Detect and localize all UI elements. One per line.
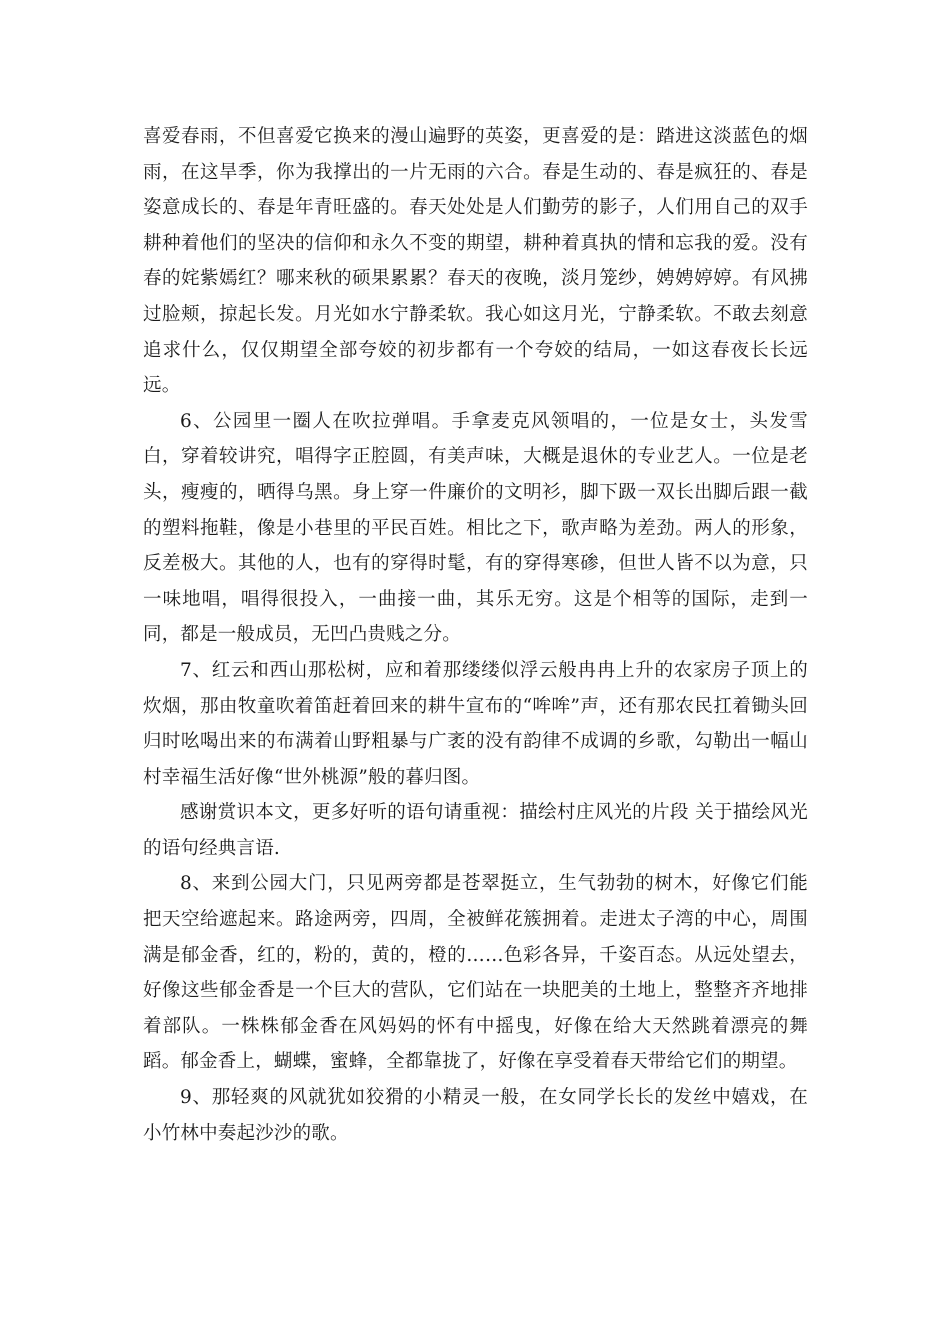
paragraph-thanks-note: 感谢赏识本文，更多好听的语句请重视：描绘村庄风光的片段 关于描绘风光的语句经典言语. xyxy=(143,802,808,859)
paragraph-8-park-tulips: 8、来到公园大门，只见两旁都是苍翠挺立，生气勃勃的树木，好像它们能把天空给遮起来。路途两旁，四周，全被鲜花簇拥着。走进太子湾的中心，周围满是郁金香，红的，粉的，黄的，橙的……色彩各异，千姿百态。从远处望去，好像这些郁金香是一个巨大的营队，它们站在一块肥美的土地上，整整齐齐地排着部队。一株株郁金香在风妈妈的怀有中摇曳，好像在给大天然跳着漂亮的舞蹈。郁金香上，蝴蝶，蜜蜂，全都靠拢了，好像在享受着春天带给它们的期望。 xyxy=(143,873,808,1073)
paragraph-9-breeze: 9、那轻爽的风就犹如狡猾的小精灵一般，在女同学长长的发丝中嬉戏，在小竹林中奏起沙沙的歌。 xyxy=(143,1087,808,1144)
paragraph-6-park-singing: 6、公园里一圈人在吹拉弹唱。手拿麦克风领唱的，一位是女士，头发雪白，穿着较讲究，唱得字正腔圆，有美声味，大概是退休的专业艺人。一位是老头，瘦瘦的，晒得乌黑。身上穿一件廉价的文明衫，脚下趿一双长出脚后跟一截的塑料拖鞋，像是小巷里的平民百姓。相比之下，歌声略为差劲。两人的形象，反差极大。其他的人，也有的穿得时髦，有的穿得寒碜，但世人皆不以为意，只一味地唱，唱得很投入，一曲接一曲，其乐无穷。这是个相等的国际，走到一同，都是一般成员，无凹凸贵贱之分。 xyxy=(143,410,808,646)
paragraph-spring-rain: 喜爱春雨，不但喜爱它换来的漫山遍野的英姿，更喜爱的是：踏进这淡蓝色的烟雨，在这旱季，你为我撑出的一片无雨的六合。春是生动的、春是疯狂的、春是姿意成长的、春是年青旺盛的。春天处处是人们勤劳的影子，人们用自己的双手耕种着他们的坚决的信仰和永久不变的期望，耕种着真执的情和忘我的爱。没有春的姹紫嫣红？哪来秋的硕果累累？春天的夜晚，淡月笼纱，娉娉婷婷。有风拂过脸颊，掠起长发。月光如水宁静柔软。我心如这月光，宁静柔软。不敢去刻意追求什么，仅仅期望全部夸姣的初步都有一个夸姣的结局，一如这春夜长长远远。 xyxy=(143,126,808,397)
paragraph-7-village-evening: 7、红云和西山那松树，应和着那缕缕似浮云般冉冉上升的农家房子顶上的炊烟，那由牧童吹着笛赶着回来的耕牛宣布的“哞哞”声，还有那农民扛着锄头回归时吆喝出来的布满着山野粗暴与广袤的没有韵律不成调的乡歌，勾勒出一幅山村幸福生活好像“世外桃源”般的暮归图。 xyxy=(143,659,808,788)
document-body xyxy=(143,119,808,1151)
